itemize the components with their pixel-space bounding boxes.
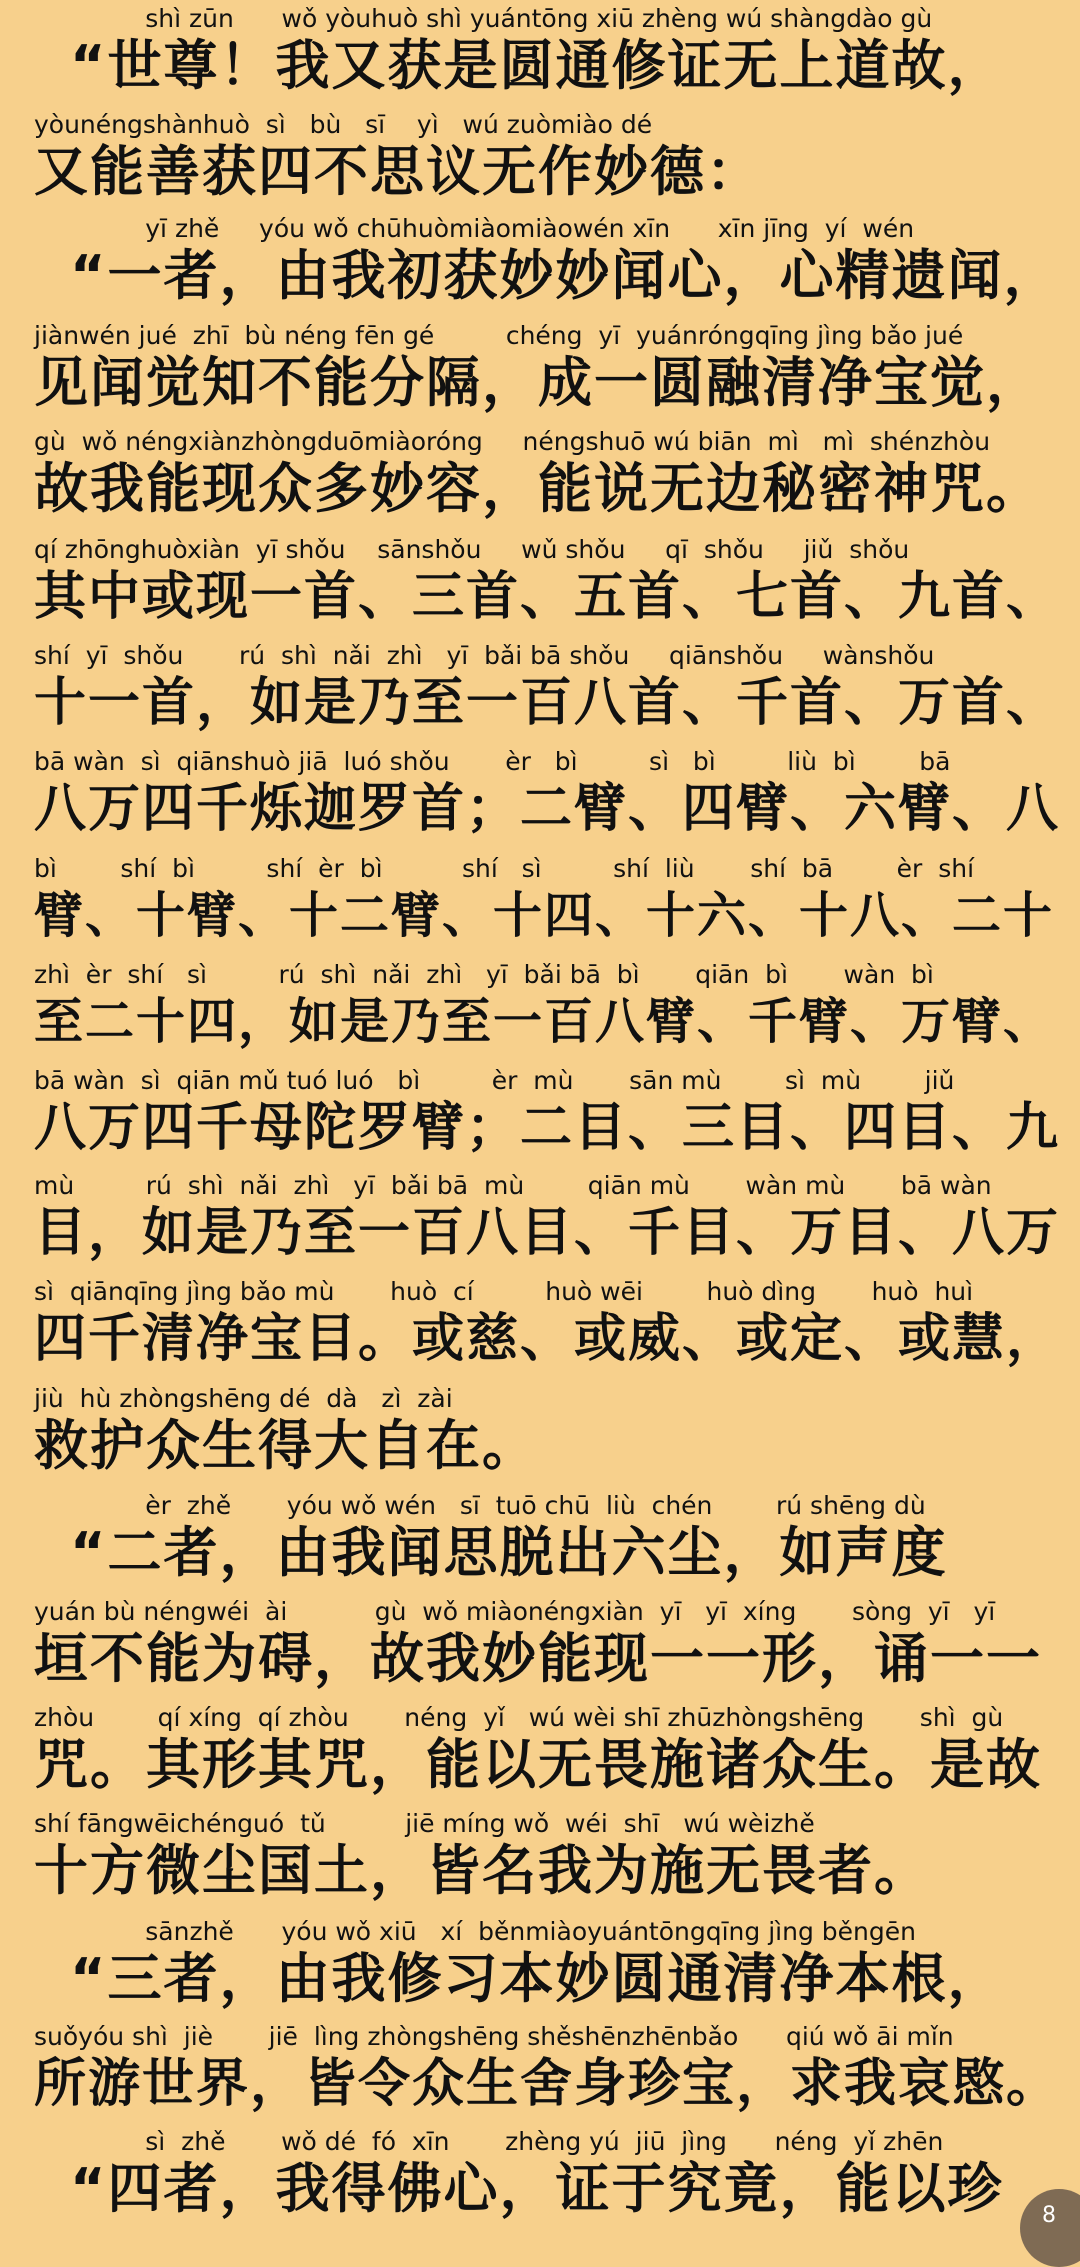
text-line [34,1171,1060,1265]
hanzi-line: “二者，由我闻思脱出六尘，如声度 [70,1521,948,1584]
text-line [34,1809,1060,1903]
pinyin-line: mù rú shì nǎi zhì yī bǎi bā mù qiān mù wàn mù bā wàn [34,1171,992,1200]
hanzi-line: 其中或现一首、三首、五首、七首、九首、 [34,567,1061,627]
pinyin-line: zhì èr shí sì rú shì nǎi zhì yī bǎi bā bì qiān bì wàn bì [34,960,934,989]
hanzi-line: 故我能现众多妙容，能说无边秘密神咒。 [34,457,1042,520]
text-line [34,854,1060,948]
text-line [34,2022,1060,2116]
text-line [34,1703,1060,1797]
pinyin-line: yī zhě yóu wǒ chūhuòmiàomiàowén xīn xīn jīng yí wén [34,214,915,243]
hanzi-line: 四千清净宝目。或慈、或威、或定、或慧， [34,1309,1061,1369]
hanzi-line: “世尊！我又获是圆通修证无上道故， [70,34,1004,97]
pinyin-line: sì qiānqīng jìng bǎo mù huò cí huò wēi huò dìng huò huì [34,1277,974,1306]
pinyin-line: èr zhě yóu wǒ wén sī tuō chū liù chén rú shēng dù [34,1491,926,1520]
pinyin-line: jiù hù zhòngshēng dé dà zì zài [34,1384,453,1413]
pinyin-line: shí fāngwēichénguó tǔ jiē míng wǒ wéi shī wú wèizhě [34,1809,815,1838]
text-line [34,427,1060,521]
hanzi-line: 救护众生得大自在。 [34,1414,538,1477]
text-line [34,214,1060,308]
pinyin-line: bì shí bì shí èr bì shí sì shí liù shí bā èr shí [34,854,975,883]
pinyin-line: shí yī shǒu rú shì nǎi zhì yī bǎi bā shǒu qiānshǒu wànshǒu [34,641,935,670]
text-line [34,4,1060,98]
hanzi-line: 八万四千烁迦罗首；二臂、四臂、六臂、八 [34,779,1061,839]
hanzi-line: 至二十四，如是乃至一百八臂、千臂、万臂、 [34,993,1055,1050]
pinyin-line: yòunéngshànhuò sì bù sī yì wú zuòmiào dé [34,110,653,139]
hanzi-line: “四者，我得佛心，证于究竟，能以珍 [70,2157,1004,2220]
hanzi-line: 臂、十臂、十二臂、十四、十六、十八、二十 [34,887,1055,944]
text-line [34,1066,1060,1160]
pinyin-line: jiànwén jué zhī bù néng fēn gé chéng yī yuánróngqīng jìng bǎo jué [34,321,964,350]
text-line [34,2127,1060,2221]
text-line [34,1277,1060,1371]
pinyin-line: gù wǒ néngxiànzhòngduōmiàoróng néngshuō wú biān mì mì shénzhòu [34,427,991,456]
page-number-badge: 8 [1020,2189,1080,2267]
pinyin-line: bā wàn sì qiānshuò jiā luó shǒu èr bì sì bì liù bì bā [34,747,951,776]
pinyin-line: sānzhě yóu wǒ xiū xí běnmiàoyuántōngqīng jìng běngēn [34,1917,916,1946]
text-line [34,1384,1060,1478]
hanzi-line: 垣不能为碍，故我妙能现一一形，诵一一 [34,1627,1042,1690]
hanzi-line: “三者，由我修习本妙圆通清净本根， [70,1947,1004,2010]
hanzi-line: 咒。其形其咒，能以无畏施诸众生。是故 [34,1733,1042,1796]
pinyin-line: bā wàn sì qiān mǔ tuó luó bì èr mù sān mù sì mù jiǔ [34,1066,955,1095]
pinyin-line: zhòu qí xíng qí zhòu néng yǐ wú wèi shī zhūzhòngshēng shì gù [34,1703,1004,1732]
hanzi-line: “一者，由我初获妙妙闻心，心精遗闻， [70,244,1060,307]
hanzi-line: 所游世界，皆令众生舍身珍宝，求我哀愍。 [34,2054,1061,2114]
hanzi-line: 十一首，如是乃至一百八首、千首、万首、 [34,673,1061,733]
pinyin-line: sì zhě wǒ dé fó xīn zhèng yú jiū jìng néng yǐ zhēn [34,2127,944,2156]
hanzi-line: 十方微尘国土，皆名我为施无畏者。 [34,1839,930,1902]
pinyin-line: suǒyóu shì jiè jiē lìng zhòngshēng shěshēnzhēnbǎo qiú wǒ āi mǐn [34,2022,954,2051]
text-line [34,110,1060,204]
pinyin-line: shì zūn wǒ yòuhuò shì yuántōng xiū zhèng wú shàngdào gù [34,4,933,33]
hanzi-line: 目，如是乃至一百八目、千目、万目、八万 [34,1203,1061,1263]
hanzi-line: 又能善获四不思议无作妙德： [34,140,762,203]
hanzi-line: 八万四千母陀罗臂；二目、三目、四目、九 [34,1098,1061,1158]
pinyin-line: qí zhōnghuòxiàn yī shǒu sānshǒu wǔ shǒu qī shǒu jiǔ shǒu [34,535,910,564]
text-line [34,1917,1060,2011]
pinyin-line: yuán bù néngwéi ài gù wǒ miàonéngxiàn yī yī xíng sòng yī yī [34,1597,996,1626]
text-line [34,535,1060,629]
text-line [34,960,1060,1054]
text-line [34,321,1060,415]
text-line [34,641,1060,735]
hanzi-line: 见闻觉知不能分隔，成一圆融清净宝觉， [34,351,1042,414]
text-line [34,1597,1060,1691]
text-line [34,747,1060,841]
text-line [34,1491,1060,1585]
